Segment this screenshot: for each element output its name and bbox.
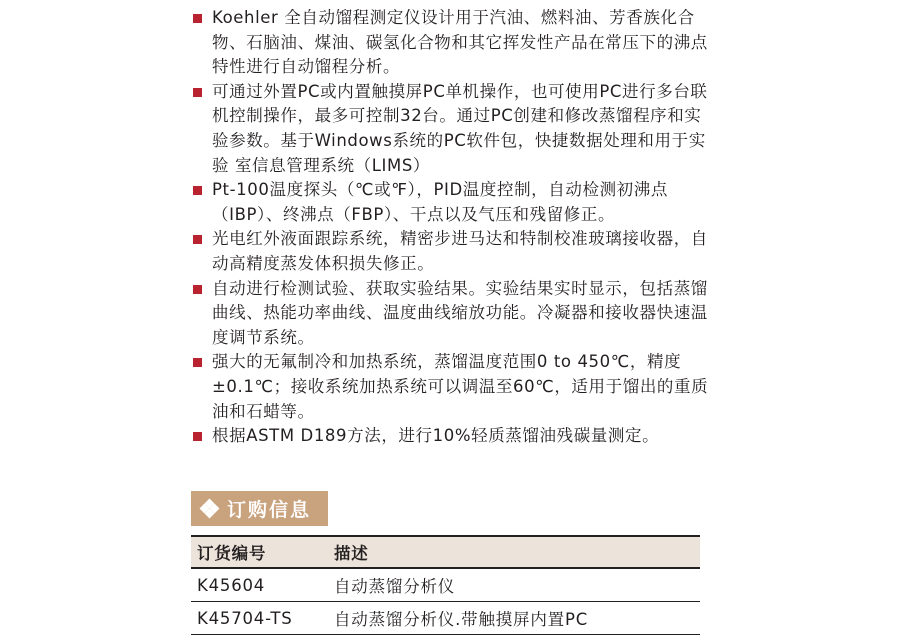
order-info-header — [191, 491, 328, 526]
table-row — [191, 602, 700, 635]
feature-text: 根据ASTM D189方法，进行10%轻质蒸馏油残碳量测定。 — [212, 426, 660, 446]
feature-text: 可通过外置PC或内置触摸屏PC单机操作，也可使用PC进行多台联机控制操作，最多可控制32台。通过PC创建和修改蒸馏程序和实验参数。基于Windows系统的PC软件包，快捷数据处理和用于实验 室信息管理系统（LIMS） — [212, 81, 708, 175]
feature-text: 光电红外液面跟踪系统，精密步进马达和特制校准玻璃接收器，自动高精度蒸发体积损失修正。 — [212, 229, 708, 273]
feature-text: 自动进行检测试验、获取实验结果。实验结果实时显示，包括蒸馏曲线、热能功率曲线、温度曲线缩放功能。冷凝器和接收器快速温度调节系统。 — [212, 278, 708, 347]
table-row — [191, 569, 700, 602]
column-header-code: 订货编号 — [197, 544, 267, 563]
feature-item — [191, 178, 711, 227]
order-code: K45704-TS — [197, 608, 293, 628]
order-description: 自动蒸馏分析仪.带触摸屏内置PC — [334, 610, 589, 629]
feature-item — [191, 227, 711, 276]
bullet-square-icon — [193, 285, 202, 294]
feature-item — [191, 277, 711, 351]
order-code: K45604 — [197, 575, 266, 595]
bullet-square-icon — [193, 235, 202, 244]
feature-text: Pt-100温度探头（℃或℉），PID温度控制，自动检测初沸点（IBP）、终沸点（FBP）、干点以及气压和残留修正。 — [212, 180, 668, 224]
order-description: 自动蒸馏分析仪 — [334, 577, 456, 596]
feature-item — [191, 424, 711, 449]
feature-text: 强大的无氟制冷和加热系统，蒸馏温度范围0 to 450℃，精度±0.1℃；接收系统加热系统可以调温至60℃，适用于馏出的重质油和石蜡等。 — [212, 352, 709, 421]
bullet-square-icon — [193, 14, 202, 23]
bullet-square-icon — [193, 186, 202, 195]
bullet-square-icon — [193, 432, 202, 441]
column-header-description: 描述 — [334, 544, 369, 563]
feature-item — [191, 350, 711, 424]
bullet-square-icon — [193, 358, 202, 367]
feature-list — [191, 6, 711, 449]
feature-text: Koehler 全自动馏程测定仪设计用于汽油、燃料油、芳香族化合物、石脑油、煤油、碳氢化合物和其它挥发性产品在常压下的沸点特性进行自动馏程分析。 — [212, 8, 708, 77]
diamond-cluster-icon — [201, 500, 219, 518]
order-info-title: 订购信息 — [227, 499, 312, 521]
bullet-square-icon — [193, 88, 202, 97]
table-header-row — [191, 535, 700, 569]
order-table — [191, 535, 700, 635]
feature-item — [191, 6, 711, 80]
feature-item — [191, 80, 711, 178]
